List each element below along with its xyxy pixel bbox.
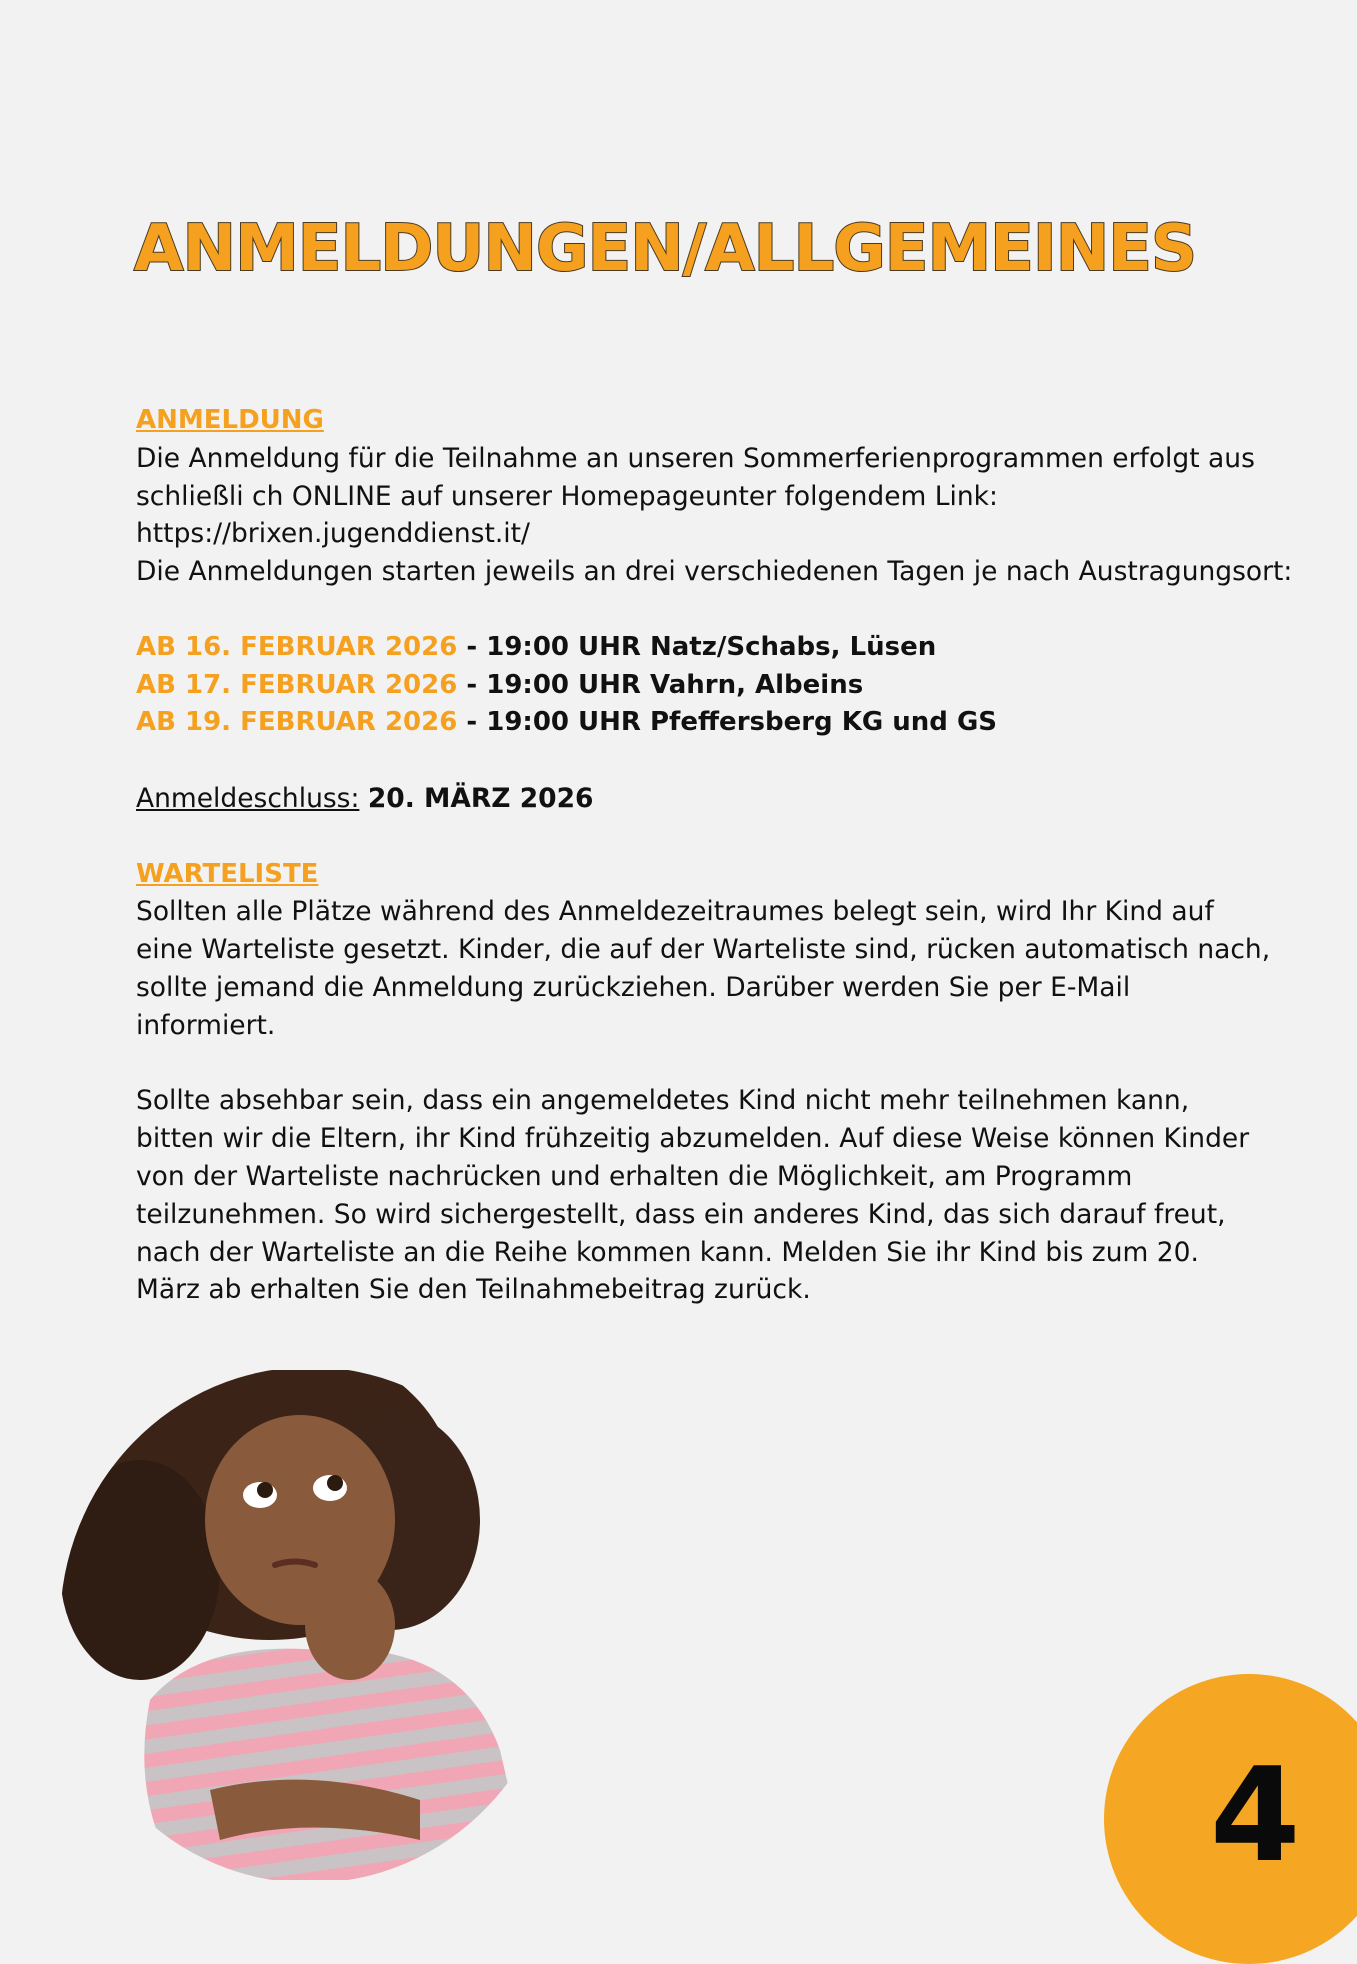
anmeldung-text: schließli ch ONLINE auf unserer Homepageunter folgendem Link: [136, 480, 998, 512]
page-title: ANMELDUNGEN/ALLGEMEINES [134, 212, 1197, 286]
registration-date-row [136, 667, 1326, 705]
section-heading-anmeldung: ANMELDUNG [136, 405, 324, 435]
main-content [136, 402, 1326, 1309]
abmeldung-text: von der Warteliste nachrücken und erhalten die Möglichkeit, am Programm [136, 1160, 1133, 1192]
registration-date-row [136, 704, 1326, 742]
abmeldung-text: März ab erhalten Sie den Teilnahmebeitrag zurück. [136, 1274, 811, 1306]
warteliste-text: informiert. [136, 1009, 276, 1041]
anmeldung-text: Die Anmeldungen starten jeweils an drei verschiedenen Tagen je nach Austragungsort: [136, 556, 1293, 588]
thinking-child-photo [60, 1370, 560, 1880]
deadline-row [136, 780, 1326, 818]
date-detail: - 19:00 UHR Natz/Schabs, Lüsen [457, 631, 937, 662]
abmeldung-text: Sollte absehbar sein, dass ein angemeldetes Kind nicht mehr teilnehmen kann, [136, 1085, 1190, 1117]
abmeldung-text: bitten wir die Eltern, ihr Kind frühzeitig abzumelden. Auf diese Weise können Kinder [136, 1123, 1250, 1155]
abmeldung-text: nach der Warteliste an die Reihe kommen kann. Melden Sie ihr Kind bis zum 20. [136, 1236, 1199, 1268]
warteliste-text: sollte jemand die Anmeldung zurückziehen. Darüber werden Sie per E-Mail [136, 971, 1131, 1003]
section-heading-warteliste: WARTELISTE [136, 858, 319, 889]
registration-date-row [136, 629, 1326, 667]
page-number: 4 [1210, 1739, 1301, 1891]
date-detail: - 19:00 UHR Vahrn, Albeins [457, 669, 864, 700]
date-prefix: AB 19. FEBRUAR 2026 [136, 707, 458, 738]
date-prefix: AB 16. FEBRUAR 2026 [136, 631, 458, 662]
abmeldung-text: teilzunehmen. So wird sichergestellt, dass ein anderes Kind, das sich darauf freut, [136, 1198, 1226, 1230]
registration-link[interactable]: https://brixen.jugenddienst.it/ [136, 518, 530, 550]
anmeldung-text: Die Anmeldung für die Teilnahme an unseren Sommerferienprogrammen erfolgt aus [136, 442, 1255, 474]
date-prefix: AB 17. FEBRUAR 2026 [136, 669, 458, 700]
date-detail: - 19:00 UHR Pfeffersberg KG und GS [457, 707, 998, 738]
warteliste-text: Sollten alle Plätze während des Anmeldezeitraumes belegt sein, wird Ihr Kind auf [136, 896, 1214, 928]
deadline-value: 20. MÄRZ 2026 [367, 782, 594, 814]
warteliste-text: eine Warteliste gesetzt. Kinder, die auf der Warteliste sind, rücken automatisch nach, [136, 934, 1271, 966]
deadline-label: Anmeldeschluss: [136, 782, 360, 814]
